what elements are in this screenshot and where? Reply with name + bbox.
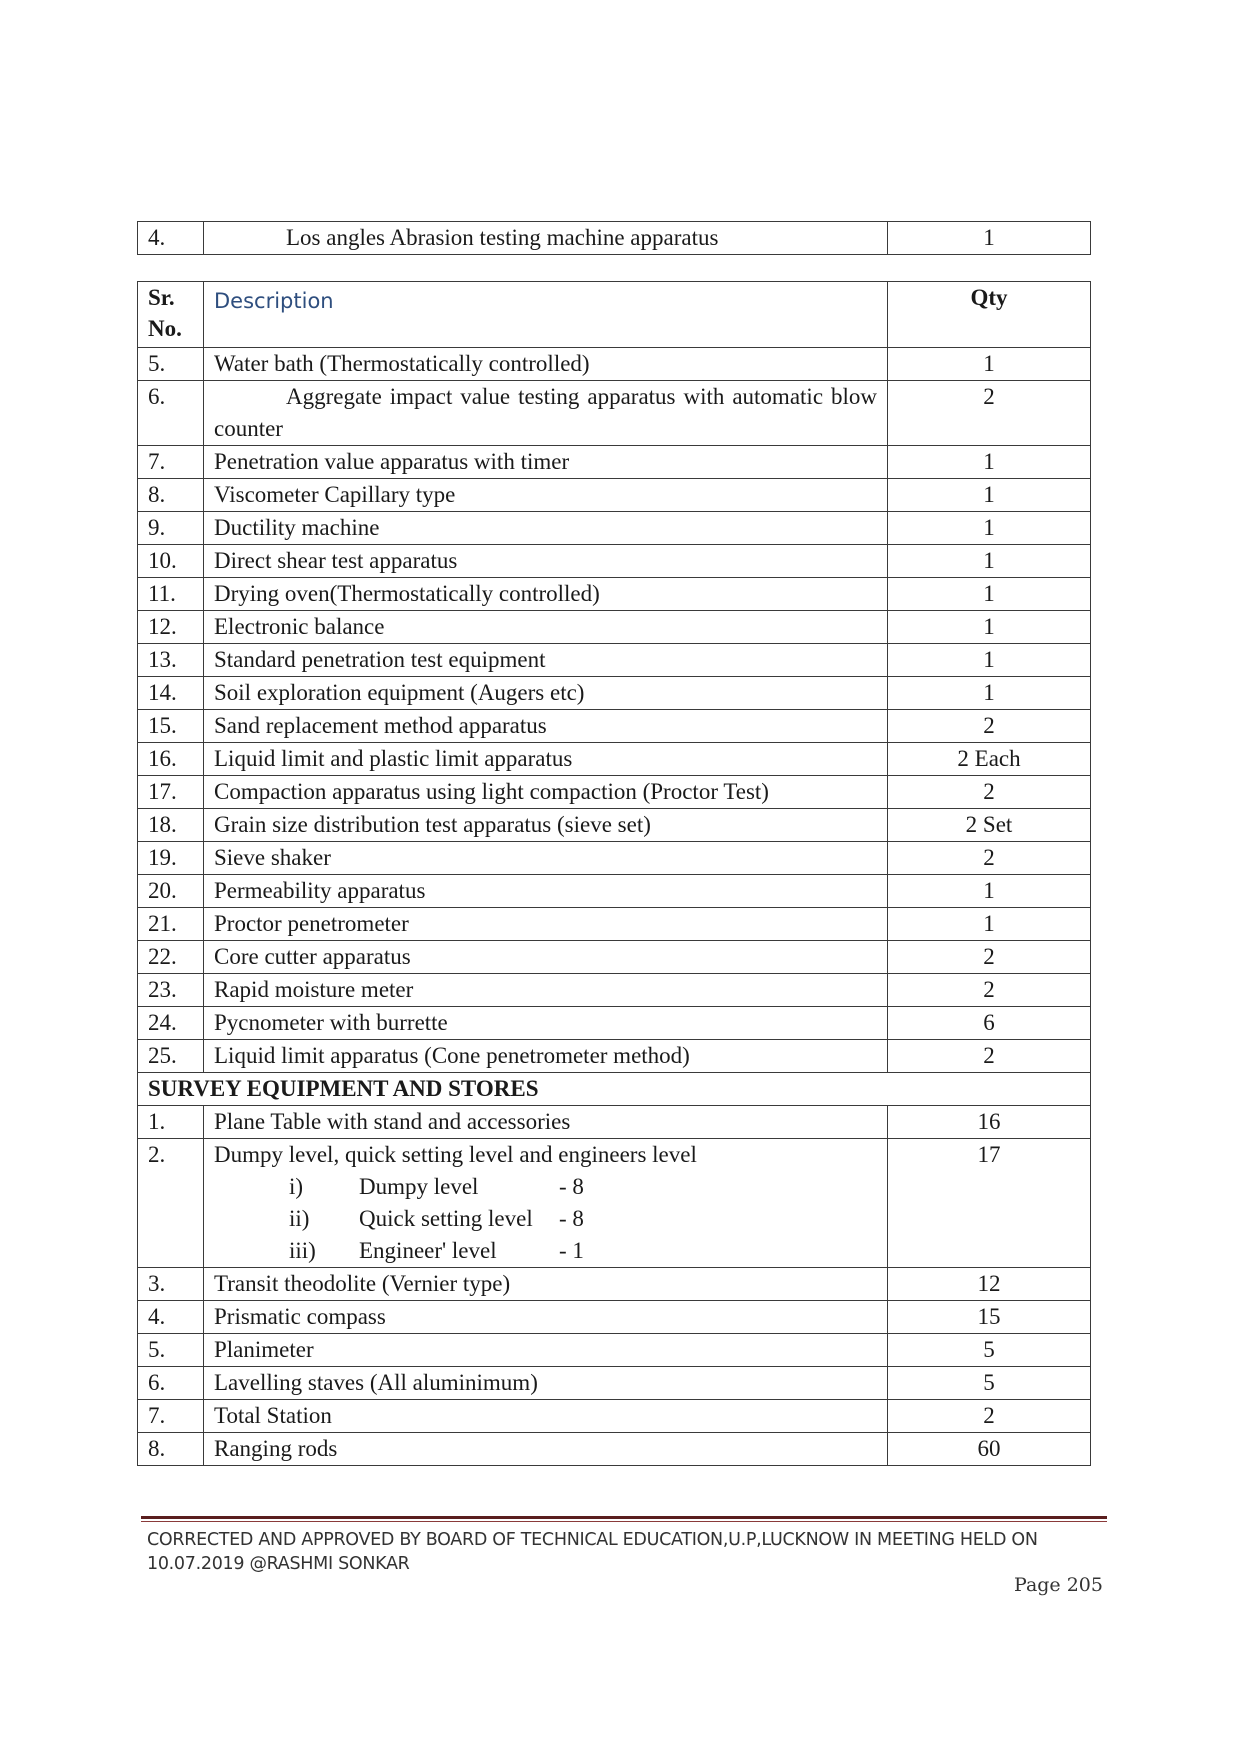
qty-cell: 1 [888,611,1091,644]
footer-line-2: 10.07.2019 @RASHMI SONKAR [147,1554,410,1574]
table-row [138,545,1091,578]
sr-cell: 6. [138,381,204,446]
sr-cell: 9. [138,512,204,545]
table-row [138,446,1091,479]
sr-cell: 1. [138,1106,204,1139]
description-cell: Drying oven(Thermostatically controlled) [204,578,888,611]
description-cell: Compaction apparatus using light compaction (Proctor Test) [204,776,888,809]
table-row [138,677,1091,710]
sr-cell: 10. [138,545,204,578]
sub-item-value: - 1 [559,1238,584,1263]
footer-line-1: CORRECTED AND APPROVED BY BOARD OF TECHNICAL EDUCATION,U.P,LUCKNOW IN MEETING HELD ON [147,1530,1038,1550]
table-row [138,743,1091,776]
table-row [138,1139,1091,1268]
qty-cell: 2 Set [888,809,1091,842]
table-row [138,809,1091,842]
footer-rule [141,1516,1107,1519]
description-cell: Liquid limit apparatus (Cone penetrometer method) [204,1040,888,1073]
qty-cell: 1 [888,446,1091,479]
table-row [138,381,1091,446]
sr-cell: 5. [138,1334,204,1367]
description-text: Ranging rods [214,1436,338,1461]
sr-cell: 7. [138,446,204,479]
qty-cell: 1 [888,677,1091,710]
table-row [138,842,1091,875]
qty-cell: 6 [888,1007,1091,1040]
sr-cell: 7. [138,1400,204,1433]
qty-cell: 16 [888,1106,1091,1139]
sr-cell: 24. [138,1007,204,1040]
sr-cell: 3. [138,1268,204,1301]
description-cell: Aggregate impact value testing apparatus with automatic blow counter [204,381,888,446]
sr-cell: 21. [138,908,204,941]
page-number: Page 205 [1014,1574,1103,1596]
sr-cell: 12. [138,611,204,644]
qty-cell: 2 [888,1040,1091,1073]
description-cell: Core cutter apparatus [204,941,888,974]
section-title: SURVEY EQUIPMENT AND STORES [138,1073,1091,1106]
description-text: Transit theodolite (Vernier type) [214,1271,511,1296]
sub-item-num: ii) [289,1206,310,1231]
table-row [138,348,1091,381]
section-row [138,1073,1091,1106]
table-row [138,1400,1091,1433]
description-cell: Soil exploration equipment (Augers etc) [204,677,888,710]
qty-cell: 5 [888,1367,1091,1400]
table-row [138,974,1091,1007]
sr-cell: 8. [138,479,204,512]
table-row [138,1040,1091,1073]
description-cell [204,1400,888,1433]
footer-text [147,1528,1107,1576]
qty-cell: 1 [888,908,1091,941]
sub-item-num: iii) [289,1238,316,1263]
qty-cell: 1 [888,512,1091,545]
sub-item-label: Engineer' level [359,1238,497,1263]
description-cell: Pycnometer with burrette [204,1007,888,1040]
sub-item [214,1171,877,1203]
sr-cell: 4. [138,1301,204,1334]
description-cell: Ductility machine [204,512,888,545]
description-cell [204,1367,888,1400]
sub-item-num: i) [289,1174,304,1199]
header-qty: Qty [888,282,1091,348]
sr-cell: 2. [138,1139,204,1268]
sr-cell: 15. [138,710,204,743]
sub-item-value: - 8 [559,1174,584,1199]
description-text: Plane Table with stand and accessories [214,1109,571,1134]
qty-cell: 2 [888,842,1091,875]
table-row [138,644,1091,677]
description-text: Total Station [214,1403,332,1428]
qty-cell: 2 [888,941,1091,974]
table-row [138,222,1091,255]
description-cell [204,1268,888,1301]
sr-cell: 14. [138,677,204,710]
sr-cell: 6. [138,1367,204,1400]
table-row [138,512,1091,545]
sub-item-label: Quick setting level [359,1206,533,1231]
qty-cell: 2 [888,776,1091,809]
description-cell: Sand replacement method apparatus [204,710,888,743]
description-cell [204,1334,888,1367]
table-row [138,710,1091,743]
description-cell: Rapid moisture meter [204,974,888,1007]
qty-cell: 1 [888,348,1091,381]
sr-cell: 16. [138,743,204,776]
description-cell: Proctor penetrometer [204,908,888,941]
equipment-table [137,281,1091,1466]
description-cell: Grain size distribution test apparatus (sieve set) [204,809,888,842]
table-row [138,875,1091,908]
qty-cell: 5 [888,1334,1091,1367]
table-row [138,1301,1091,1334]
qty-cell: 60 [888,1433,1091,1466]
qty-cell: 1 [888,479,1091,512]
description-cell: Los angles Abrasion testing machine apparatus [204,222,888,255]
table-row [138,479,1091,512]
table-row [138,776,1091,809]
sub-item-label: Dumpy level [359,1174,479,1199]
description-text: Lavelling staves (All aluminimum) [214,1370,538,1395]
header-sr: Sr. No. [138,282,204,348]
description-cell: Viscometer Capillary type [204,479,888,512]
sr-cell: 20. [138,875,204,908]
qty-cell: 1 [888,222,1091,255]
qty-cell: 1 [888,545,1091,578]
qty-cell: 1 [888,875,1091,908]
table-header-row [138,282,1091,348]
sr-cell: 11. [138,578,204,611]
table-row [138,1334,1091,1367]
description-text: Prismatic compass [214,1304,386,1329]
sub-item [214,1235,877,1267]
sr-cell: 4. [138,222,204,255]
table-row [138,941,1091,974]
qty-cell: 2 [888,974,1091,1007]
qty-cell: 2 [888,1400,1091,1433]
description-cell: Water bath (Thermostatically controlled) [204,348,888,381]
table-row [138,1007,1091,1040]
description-cell [204,1106,888,1139]
qty-cell: 2 [888,381,1091,446]
description-cell: Penetration value apparatus with timer [204,446,888,479]
description-cell [204,1433,888,1466]
description-text: Dumpy level, quick setting level and engineers level [214,1142,697,1167]
description-cell: Direct shear test apparatus [204,545,888,578]
qty-cell: 1 [888,644,1091,677]
sr-cell: 19. [138,842,204,875]
table-row [138,1367,1091,1400]
qty-cell: 17 [888,1139,1091,1268]
table-row [138,1433,1091,1466]
table-row [138,578,1091,611]
description-cell [204,1301,888,1334]
footer-rule-thin [141,1521,1107,1522]
qty-cell: 15 [888,1301,1091,1334]
header-description: Description [204,282,888,348]
qty-cell: 2 Each [888,743,1091,776]
sr-cell: 23. [138,974,204,1007]
sr-cell: 25. [138,1040,204,1073]
sr-cell: 5. [138,348,204,381]
sr-cell: 8. [138,1433,204,1466]
table-row [138,908,1091,941]
description-cell: Standard penetration test equipment [204,644,888,677]
qty-cell: 2 [888,710,1091,743]
sub-item [214,1203,877,1235]
sub-item-value: - 8 [559,1206,584,1231]
description-cell [204,1139,888,1268]
description-cell: Permeability apparatus [204,875,888,908]
description-cell: Electronic balance [204,611,888,644]
qty-cell: 12 [888,1268,1091,1301]
sr-cell: 13. [138,644,204,677]
table-row [138,611,1091,644]
sr-cell: 18. [138,809,204,842]
qty-cell: 1 [888,578,1091,611]
table-row [138,1268,1091,1301]
table-row [138,1106,1091,1139]
description-cell: Liquid limit and plastic limit apparatus [204,743,888,776]
sr-cell: 17. [138,776,204,809]
description-cell: Sieve shaker [204,842,888,875]
sr-cell: 22. [138,941,204,974]
description-text: Planimeter [214,1337,314,1362]
top-table [137,221,1091,255]
